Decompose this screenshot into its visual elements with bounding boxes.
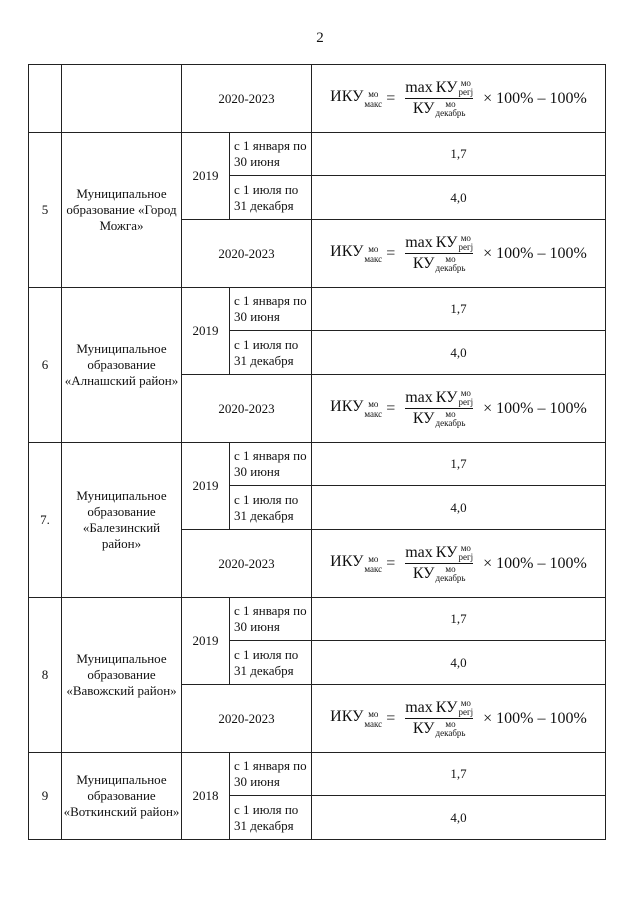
table-row (29, 753, 606, 796)
formula-den-sup: мо (445, 409, 456, 419)
value: 4,0 (312, 796, 606, 840)
fraction-bar (405, 563, 473, 564)
period-label: с 1 июля по 31 декабря (230, 641, 312, 685)
times-sign: × (483, 709, 493, 727)
fraction-bar (405, 718, 473, 719)
formula-cell (312, 685, 606, 753)
formula-percent: 100% (549, 554, 587, 572)
formula-percent: 100% (496, 399, 534, 417)
formula-num-sup: мо (460, 78, 471, 88)
formula-num-sub: регj (458, 242, 474, 252)
equals-sign: = (386, 89, 396, 107)
formula-den-sub: декабрь (435, 108, 466, 118)
formula-den-sub: декабрь (435, 573, 466, 583)
formula-lhs-sub: макс (364, 253, 383, 264)
table-row (29, 443, 606, 486)
formula-num-sup: мо (460, 698, 471, 708)
year-range: 2020-2023 (182, 685, 312, 753)
formula-num-sup: мо (460, 388, 471, 398)
value: 4,0 (312, 641, 606, 685)
formula-num-sub: регj (458, 87, 474, 97)
period-label: с 1 января по 30 июня (230, 133, 312, 176)
table-row (29, 598, 606, 641)
formula-lhs-sub: макс (364, 408, 383, 419)
fraction-bar (405, 408, 473, 409)
formula-percent: 100% (549, 89, 587, 107)
formula-num-sup: мо (460, 543, 471, 553)
period-label: с 1 июля по 31 декабря (230, 486, 312, 530)
formula-percent: 100% (496, 709, 534, 727)
row-number: 5 (29, 133, 62, 288)
formula-denominator: КУ (412, 100, 435, 117)
formula-cell (312, 220, 606, 288)
value: 4,0 (312, 331, 606, 375)
equals-sign: = (386, 399, 396, 417)
row-number: 6 (29, 288, 62, 443)
equals-sign: = (386, 244, 396, 262)
value: 4,0 (312, 486, 606, 530)
formula-num-sub: регj (458, 552, 474, 562)
formula-den-sup: мо (445, 719, 456, 729)
period-label: с 1 июля по 31 декабря (230, 796, 312, 840)
max-index-formula (330, 389, 587, 428)
formula-denominator: КУ (412, 720, 435, 737)
formula-lhs-sup: мо (368, 708, 379, 719)
year: 2019 (182, 598, 230, 685)
formula-percent: 100% (496, 554, 534, 572)
formula-numerator: КУ (435, 699, 458, 716)
equals-sign: = (386, 554, 396, 572)
formula-den-sup: мо (445, 254, 456, 264)
row-number: 9 (29, 753, 62, 840)
year: 2019 (182, 443, 230, 530)
year-range: 2020-2023 (182, 65, 312, 133)
year-range: 2020-2023 (182, 375, 312, 443)
formula-denominator: КУ (412, 255, 435, 272)
formula-percent: 100% (549, 244, 587, 262)
minus-sign: – (537, 244, 546, 262)
equals-sign: = (386, 709, 396, 727)
row-number: 7. (29, 443, 62, 598)
table-row (29, 288, 606, 331)
formula-numerator: КУ (435, 79, 458, 96)
formula-numerator: КУ (435, 234, 458, 251)
formula-lhs-sub: макс (364, 563, 383, 574)
value: 1,7 (312, 443, 606, 486)
minus-sign: – (537, 399, 546, 417)
formula-lhs-sup: мо (368, 88, 379, 99)
value: 4,0 (312, 176, 606, 220)
municipality-name: Муниципальное образование «Вавожский район» (62, 598, 182, 753)
value: 1,7 (312, 598, 606, 641)
formula-max: max (405, 79, 433, 96)
formula-den-sub: декабрь (435, 418, 466, 428)
municipality-name: Муниципальное образование «Алнашский район» (62, 288, 182, 443)
municipality-name: Муниципальное образование «Воткинский район» (62, 753, 182, 840)
year: 2019 (182, 133, 230, 220)
formula-max: max (405, 699, 433, 716)
formula-lhs-sub: макс (364, 718, 383, 729)
period-label: с 1 января по 30 июня (230, 288, 312, 331)
minus-sign: – (537, 554, 546, 572)
formula-cell (312, 375, 606, 443)
period-label: с 1 июля по 31 декабря (230, 176, 312, 220)
formula-lhs-sup: мо (368, 553, 379, 564)
formula-den-sub: декабрь (435, 728, 466, 738)
times-sign: × (483, 554, 493, 572)
municipality-name: Муниципальное образование «Город Можга» (62, 133, 182, 288)
row-number: 8 (29, 598, 62, 753)
max-index-formula (330, 699, 587, 738)
formula-lhs-sub: макс (364, 98, 383, 109)
formula-max: max (405, 234, 433, 251)
formula-lhs: ИКУ (330, 707, 364, 725)
formula-denominator: КУ (412, 565, 435, 582)
year-range: 2020-2023 (182, 220, 312, 288)
formula-den-sub: декабрь (435, 263, 466, 273)
year: 2019 (182, 288, 230, 375)
value: 1,7 (312, 753, 606, 796)
period-label: с 1 января по 30 июня (230, 598, 312, 641)
formula-lhs: ИКУ (330, 242, 364, 260)
year-range: 2020-2023 (182, 530, 312, 598)
period-label: с 1 января по 30 июня (230, 443, 312, 486)
period-label: с 1 июля по 31 декабря (230, 331, 312, 375)
formula-num-sub: регj (458, 397, 474, 407)
row-number (29, 65, 62, 133)
table-row (29, 65, 606, 133)
formula-percent: 100% (496, 244, 534, 262)
times-sign: × (483, 399, 493, 417)
formula-num-sub: регj (458, 707, 474, 717)
times-sign: × (483, 244, 493, 262)
formula-lhs: ИКУ (330, 552, 364, 570)
table-row (29, 133, 606, 176)
formula-denominator: КУ (412, 410, 435, 427)
formula-numerator: КУ (435, 544, 458, 561)
formula-numerator: КУ (435, 389, 458, 406)
formula-den-sup: мо (445, 564, 456, 574)
fraction-bar (405, 253, 473, 254)
max-index-formula (330, 234, 587, 273)
formula-percent: 100% (549, 399, 587, 417)
value: 1,7 (312, 288, 606, 331)
formula-max: max (405, 389, 433, 406)
fraction-bar (405, 98, 473, 99)
max-index-formula (330, 544, 587, 583)
times-sign: × (483, 89, 493, 107)
municipality-name: Муниципальное образование «Балезинский район» (62, 443, 182, 598)
formula-den-sup: мо (445, 99, 456, 109)
period-label: с 1 января по 30 июня (230, 753, 312, 796)
formula-cell (312, 530, 606, 598)
year: 2018 (182, 753, 230, 840)
tariff-table (28, 64, 606, 840)
value: 1,7 (312, 133, 606, 176)
formula-lhs-sup: мо (368, 398, 379, 409)
formula-lhs: ИКУ (330, 87, 364, 105)
formula-lhs: ИКУ (330, 397, 364, 415)
formula-cell (312, 65, 606, 133)
formula-lhs-sup: мо (368, 243, 379, 254)
municipality-name (62, 65, 182, 133)
page-number: 2 (316, 30, 324, 46)
formula-max: max (405, 544, 433, 561)
minus-sign: – (537, 709, 546, 727)
formula-percent: 100% (549, 709, 587, 727)
formula-percent: 100% (496, 89, 534, 107)
minus-sign: – (537, 89, 546, 107)
formula-num-sup: мо (460, 233, 471, 243)
max-index-formula (330, 79, 587, 118)
